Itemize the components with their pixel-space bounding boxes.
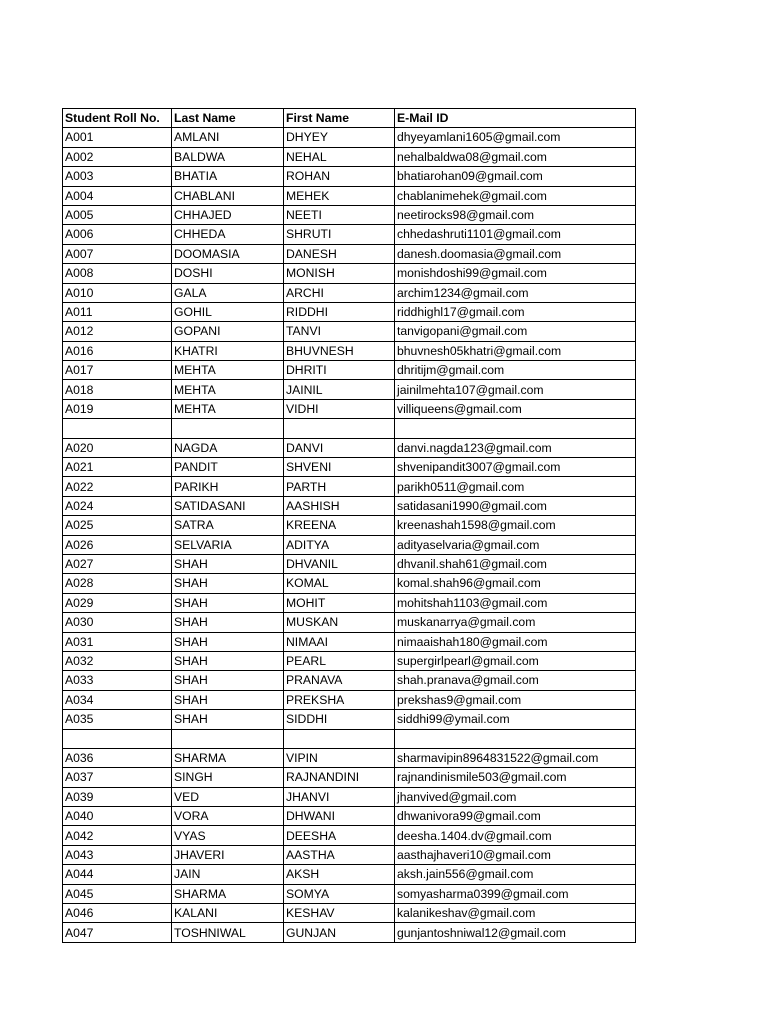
table-row xyxy=(63,671,636,690)
table-row xyxy=(63,729,636,748)
table-row xyxy=(63,244,636,263)
cell-last-name: MEHTA xyxy=(172,380,284,399)
table-row xyxy=(63,458,636,477)
table-row xyxy=(63,128,636,147)
cell-first-name: KESHAV xyxy=(284,904,395,923)
cell-email: nehalbaldwa08@gmail.com xyxy=(395,147,636,166)
table-row xyxy=(63,264,636,283)
cell-roll-no: A021 xyxy=(63,458,172,477)
cell-roll-no: A046 xyxy=(63,904,172,923)
cell-last-name xyxy=(172,419,284,438)
table-row xyxy=(63,613,636,632)
cell-first-name: SHVENI xyxy=(284,458,395,477)
cell-first-name: NEHAL xyxy=(284,147,395,166)
cell-last-name: SINGH xyxy=(172,768,284,787)
cell-roll-no: A020 xyxy=(63,438,172,457)
cell-last-name: PANDIT xyxy=(172,458,284,477)
cell-email: kalanikeshav@gmail.com xyxy=(395,904,636,923)
cell-last-name: SHAH xyxy=(172,574,284,593)
table-row xyxy=(63,807,636,826)
table-row xyxy=(63,361,636,380)
cell-last-name: AMLANI xyxy=(172,128,284,147)
cell-roll-no: A029 xyxy=(63,593,172,612)
cell-last-name: SATIDASANI xyxy=(172,496,284,515)
cell-email: bhuvnesh05khatri@gmail.com xyxy=(395,341,636,360)
cell-first-name: MEHEK xyxy=(284,186,395,205)
cell-email: monishdoshi99@gmail.com xyxy=(395,264,636,283)
cell-first-name: AKSH xyxy=(284,865,395,884)
table-row xyxy=(63,477,636,496)
cell-first-name: DANESH xyxy=(284,244,395,263)
cell-first-name: RIDDHI xyxy=(284,302,395,321)
cell-roll-no: A026 xyxy=(63,535,172,554)
cell-roll-no: A006 xyxy=(63,225,172,244)
cell-email: supergirlpearl@gmail.com xyxy=(395,651,636,670)
cell-email xyxy=(395,729,636,748)
cell-last-name: KHATRI xyxy=(172,341,284,360)
cell-roll-no: A019 xyxy=(63,399,172,418)
table-row xyxy=(63,302,636,321)
cell-first-name: MONISH xyxy=(284,264,395,283)
header-email: E-Mail ID xyxy=(395,109,636,128)
cell-roll-no: A027 xyxy=(63,554,172,573)
cell-email: prekshas9@gmail.com xyxy=(395,690,636,709)
cell-email: chablanimehek@gmail.com xyxy=(395,186,636,205)
cell-email: rajnandinismile503@gmail.com xyxy=(395,768,636,787)
cell-last-name: TOSHNIWAL xyxy=(172,923,284,942)
cell-last-name: VED xyxy=(172,787,284,806)
cell-first-name: DHYEY xyxy=(284,128,395,147)
table-row xyxy=(63,826,636,845)
table-row xyxy=(63,380,636,399)
cell-first-name: ARCHI xyxy=(284,283,395,302)
cell-roll-no: A010 xyxy=(63,283,172,302)
cell-roll-no: A040 xyxy=(63,807,172,826)
cell-email: tanvigopani@gmail.com xyxy=(395,322,636,341)
cell-roll-no: A044 xyxy=(63,865,172,884)
cell-roll-no xyxy=(63,419,172,438)
cell-first-name xyxy=(284,419,395,438)
cell-last-name: SATRA xyxy=(172,516,284,535)
cell-roll-no: A045 xyxy=(63,884,172,903)
cell-roll-no: A035 xyxy=(63,710,172,729)
cell-roll-no: A033 xyxy=(63,671,172,690)
cell-first-name: NIMAAI xyxy=(284,632,395,651)
cell-email: danvi.nagda123@gmail.com xyxy=(395,438,636,457)
table-row xyxy=(63,845,636,864)
cell-last-name: CHHEDA xyxy=(172,225,284,244)
table-row xyxy=(63,496,636,515)
table-row xyxy=(63,690,636,709)
table-row xyxy=(63,884,636,903)
cell-roll-no: A011 xyxy=(63,302,172,321)
cell-email: chhedashruti1101@gmail.com xyxy=(395,225,636,244)
header-first-name: First Name xyxy=(284,109,395,128)
cell-last-name: KALANI xyxy=(172,904,284,923)
table-row xyxy=(63,186,636,205)
cell-email: jainilmehta107@gmail.com xyxy=(395,380,636,399)
cell-roll-no: A031 xyxy=(63,632,172,651)
cell-first-name: AASTHA xyxy=(284,845,395,864)
cell-last-name: MEHTA xyxy=(172,361,284,380)
cell-first-name: PREKSHA xyxy=(284,690,395,709)
cell-email: dhwanivora99@gmail.com xyxy=(395,807,636,826)
table-body xyxy=(63,128,636,942)
cell-first-name: JHANVI xyxy=(284,787,395,806)
cell-first-name: RAJNANDINI xyxy=(284,768,395,787)
cell-roll-no: A028 xyxy=(63,574,172,593)
table-row xyxy=(63,225,636,244)
cell-roll-no: A042 xyxy=(63,826,172,845)
cell-last-name: DOOMASIA xyxy=(172,244,284,263)
cell-last-name xyxy=(172,729,284,748)
table-row xyxy=(63,710,636,729)
cell-last-name: GOHIL xyxy=(172,302,284,321)
cell-roll-no: A037 xyxy=(63,768,172,787)
cell-first-name: TANVI xyxy=(284,322,395,341)
table-row xyxy=(63,865,636,884)
cell-first-name: BHUVNESH xyxy=(284,341,395,360)
cell-email: danesh.doomasia@gmail.com xyxy=(395,244,636,263)
cell-last-name: JHAVERI xyxy=(172,845,284,864)
cell-first-name: JAINIL xyxy=(284,380,395,399)
cell-roll-no: A047 xyxy=(63,923,172,942)
header-row xyxy=(63,109,636,128)
cell-roll-no: A001 xyxy=(63,128,172,147)
cell-roll-no: A043 xyxy=(63,845,172,864)
cell-last-name: VORA xyxy=(172,807,284,826)
cell-email: archim1234@gmail.com xyxy=(395,283,636,302)
cell-last-name: PARIKH xyxy=(172,477,284,496)
cell-roll-no: A022 xyxy=(63,477,172,496)
table-row xyxy=(63,438,636,457)
table-row xyxy=(63,205,636,224)
cell-last-name: GALA xyxy=(172,283,284,302)
cell-first-name: DHVANIL xyxy=(284,554,395,573)
cell-first-name: KREENA xyxy=(284,516,395,535)
cell-first-name: VIDHI xyxy=(284,399,395,418)
table-row xyxy=(63,768,636,787)
cell-email: dhyeyamlani1605@gmail.com xyxy=(395,128,636,147)
cell-roll-no: A007 xyxy=(63,244,172,263)
cell-last-name: SHARMA xyxy=(172,748,284,767)
table-row xyxy=(63,748,636,767)
cell-email: adityaselvaria@gmail.com xyxy=(395,535,636,554)
cell-first-name: MOHIT xyxy=(284,593,395,612)
table-row xyxy=(63,516,636,535)
cell-last-name: SHAH xyxy=(172,651,284,670)
cell-email: shvenipandit3007@gmail.com xyxy=(395,458,636,477)
cell-roll-no: A012 xyxy=(63,322,172,341)
cell-last-name: SHAH xyxy=(172,613,284,632)
cell-first-name: PEARL xyxy=(284,651,395,670)
cell-email xyxy=(395,419,636,438)
cell-last-name: JAIN xyxy=(172,865,284,884)
table-row xyxy=(63,535,636,554)
cell-roll-no: A017 xyxy=(63,361,172,380)
cell-roll-no: A003 xyxy=(63,167,172,186)
cell-last-name: BALDWA xyxy=(172,147,284,166)
cell-last-name: SHAH xyxy=(172,710,284,729)
cell-first-name: NEETI xyxy=(284,205,395,224)
cell-roll-no: A002 xyxy=(63,147,172,166)
cell-first-name: DHWANI xyxy=(284,807,395,826)
cell-roll-no: A030 xyxy=(63,613,172,632)
cell-first-name: DHRITI xyxy=(284,361,395,380)
cell-first-name: DEESHA xyxy=(284,826,395,845)
table-row xyxy=(63,651,636,670)
table-row xyxy=(63,574,636,593)
cell-first-name: KOMAL xyxy=(284,574,395,593)
cell-last-name: SHAH xyxy=(172,690,284,709)
cell-first-name: DANVI xyxy=(284,438,395,457)
cell-last-name: BHATIA xyxy=(172,167,284,186)
cell-first-name: ROHAN xyxy=(284,167,395,186)
cell-last-name: SHAH xyxy=(172,554,284,573)
cell-roll-no: A036 xyxy=(63,748,172,767)
header-last-name: Last Name xyxy=(172,109,284,128)
cell-roll-no xyxy=(63,729,172,748)
cell-roll-no: A024 xyxy=(63,496,172,515)
cell-email: dhvanil.shah61@gmail.com xyxy=(395,554,636,573)
cell-email: satidasani1990@gmail.com xyxy=(395,496,636,515)
cell-email: nimaaishah180@gmail.com xyxy=(395,632,636,651)
cell-first-name xyxy=(284,729,395,748)
cell-first-name: SOMYA xyxy=(284,884,395,903)
table-row xyxy=(63,147,636,166)
cell-email: aksh.jain556@gmail.com xyxy=(395,865,636,884)
table-row xyxy=(63,341,636,360)
cell-email: mohitshah1103@gmail.com xyxy=(395,593,636,612)
cell-email: bhatiarohan09@gmail.com xyxy=(395,167,636,186)
cell-email: somyasharma0399@gmail.com xyxy=(395,884,636,903)
cell-last-name: SHAH xyxy=(172,593,284,612)
cell-roll-no: A034 xyxy=(63,690,172,709)
cell-email: deesha.1404.dv@gmail.com xyxy=(395,826,636,845)
cell-last-name: MEHTA xyxy=(172,399,284,418)
cell-roll-no: A005 xyxy=(63,205,172,224)
cell-last-name: SHARMA xyxy=(172,884,284,903)
cell-last-name: DOSHI xyxy=(172,264,284,283)
cell-email: riddhighl17@gmail.com xyxy=(395,302,636,321)
cell-email: siddhi99@ymail.com xyxy=(395,710,636,729)
table-row xyxy=(63,904,636,923)
cell-email: neetirocks98@gmail.com xyxy=(395,205,636,224)
cell-first-name: SHRUTI xyxy=(284,225,395,244)
cell-first-name: MUSKAN xyxy=(284,613,395,632)
cell-email: kreenashah1598@gmail.com xyxy=(395,516,636,535)
cell-first-name: GUNJAN xyxy=(284,923,395,942)
cell-email: jhanvived@gmail.com xyxy=(395,787,636,806)
cell-roll-no: A039 xyxy=(63,787,172,806)
table-row xyxy=(63,554,636,573)
cell-email: sharmavipin8964831522@gmail.com xyxy=(395,748,636,767)
cell-last-name: GOPANI xyxy=(172,322,284,341)
table-row xyxy=(63,923,636,942)
cell-roll-no: A016 xyxy=(63,341,172,360)
cell-roll-no: A004 xyxy=(63,186,172,205)
header-roll-no: Student Roll No. xyxy=(63,109,172,128)
cell-last-name: CHHAJED xyxy=(172,205,284,224)
cell-email: aasthajhaveri10@gmail.com xyxy=(395,845,636,864)
cell-roll-no: A032 xyxy=(63,651,172,670)
cell-email: dhritijm@gmail.com xyxy=(395,361,636,380)
cell-roll-no: A025 xyxy=(63,516,172,535)
cell-last-name: SHAH xyxy=(172,671,284,690)
cell-last-name: VYAS xyxy=(172,826,284,845)
cell-email: parikh0511@gmail.com xyxy=(395,477,636,496)
cell-email: gunjantoshniwal12@gmail.com xyxy=(395,923,636,942)
table-row xyxy=(63,283,636,302)
table-row xyxy=(63,322,636,341)
cell-last-name: SHAH xyxy=(172,632,284,651)
table-row xyxy=(63,419,636,438)
cell-first-name: VIPIN xyxy=(284,748,395,767)
table-row xyxy=(63,593,636,612)
cell-roll-no: A018 xyxy=(63,380,172,399)
cell-first-name: PRANAVA xyxy=(284,671,395,690)
cell-email: shah.pranava@gmail.com xyxy=(395,671,636,690)
cell-last-name: CHABLANI xyxy=(172,186,284,205)
table-row xyxy=(63,632,636,651)
cell-first-name: PARTH xyxy=(284,477,395,496)
table-row xyxy=(63,787,636,806)
cell-roll-no: A008 xyxy=(63,264,172,283)
cell-email: villiqueens@gmail.com xyxy=(395,399,636,418)
cell-last-name: NAGDA xyxy=(172,438,284,457)
cell-first-name: AASHISH xyxy=(284,496,395,515)
cell-first-name: ADITYA xyxy=(284,535,395,554)
cell-first-name: SIDDHI xyxy=(284,710,395,729)
cell-last-name: SELVARIA xyxy=(172,535,284,554)
table-row xyxy=(63,399,636,418)
table-row xyxy=(63,167,636,186)
student-email-table xyxy=(62,108,636,943)
cell-email: komal.shah96@gmail.com xyxy=(395,574,636,593)
cell-email: muskanarrya@gmail.com xyxy=(395,613,636,632)
